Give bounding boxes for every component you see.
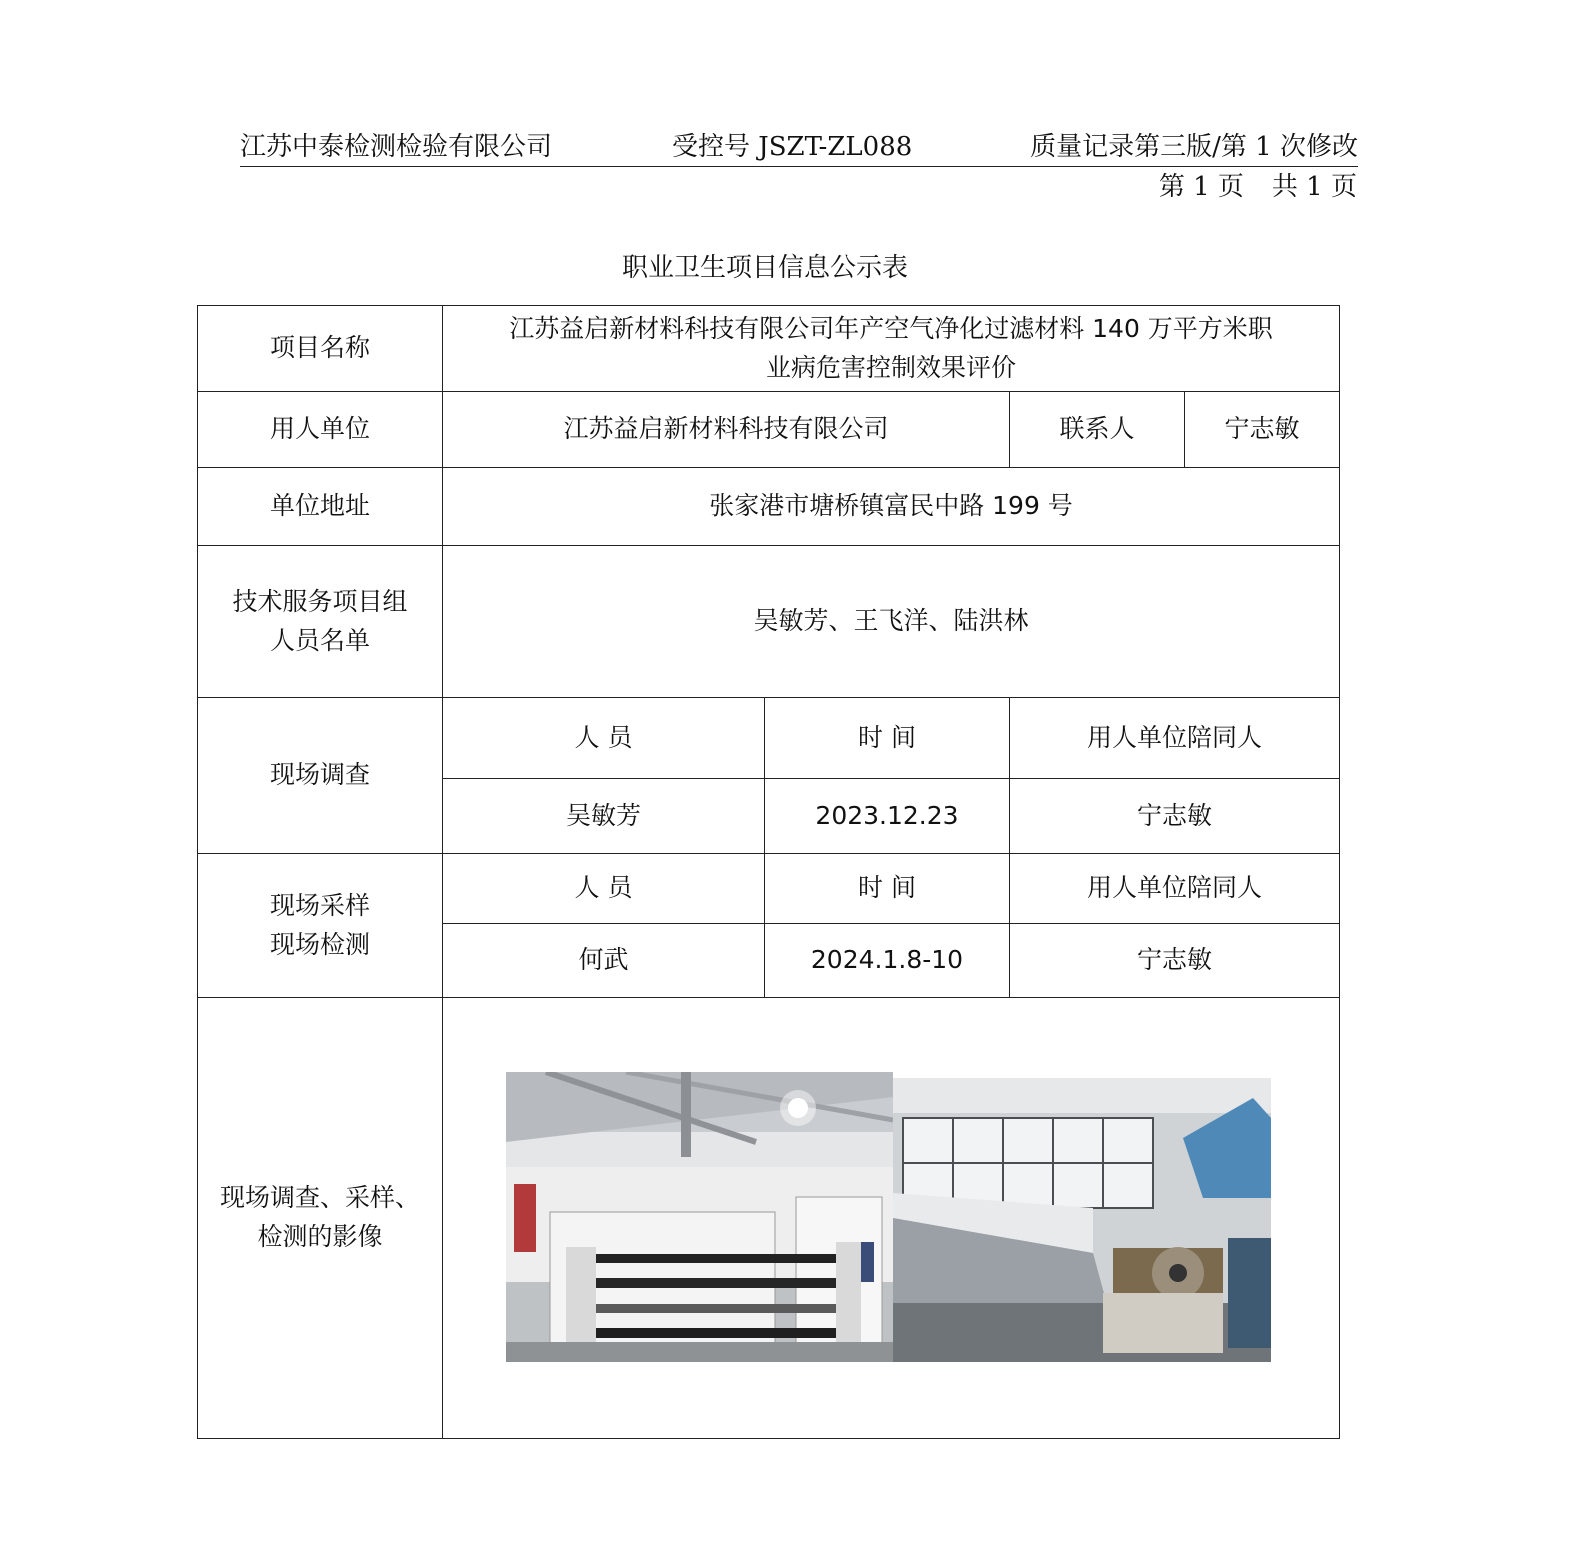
project-name-line1: 江苏益启新材料科技有限公司年产空气净化过滤材料 140 万平方米职 [509,313,1273,343]
images-label [198,998,443,1439]
survey-time: 2023.12.23 [765,779,1010,854]
survey-header-person: 人 员 [443,698,765,779]
row-project-name [198,306,1340,392]
sampling-time: 2024.1.8-10 [765,924,1010,998]
project-name-value [443,306,1340,392]
record-version: 质量记录第三版/第 1 次修改 [1030,132,1358,162]
page-total: 共 1 页 [1271,172,1357,202]
project-name-label: 项目名称 [198,306,443,392]
sampling-label-line1: 现场采样 [269,890,370,920]
survey-header-escort: 用人单位陪同人 [1010,698,1340,779]
team-label [198,546,443,698]
sampling-header-time: 时 间 [765,854,1010,924]
images-label-line1: 现场调查、采样、 [219,1183,420,1213]
team-label-line2: 人员名单 [269,625,370,655]
sampling-header-escort: 用人单位陪同人 [1010,854,1340,924]
sampling-label [198,854,443,998]
row-employer [198,392,1340,468]
team-label-line1: 技术服务项目组 [232,586,408,616]
survey-label: 现场调查 [198,698,443,854]
survey-person: 吴敏芳 [443,779,765,854]
site-photo-slitting-machine [506,1072,893,1362]
contact-value: 宁志敏 [1185,392,1340,468]
survey-header-time: 时 间 [765,698,1010,779]
project-name-line2: 业病危害控制效果评价 [765,352,1016,382]
control-number: 受控号 JSZT-ZL088 [672,132,913,162]
employer-value: 江苏益启新材料科技有限公司 [443,392,1010,468]
sampling-label-line2: 现场检测 [269,929,370,959]
row-sampling-header [198,854,1340,924]
company-name: 江苏中泰检测检验有限公司 [240,132,553,162]
row-team [198,546,1340,698]
sampling-escort: 宁志敏 [1010,924,1340,998]
project-info-table [197,305,1340,1439]
address-label: 单位地址 [198,468,443,546]
images-cell [443,998,1340,1439]
contact-label: 联系人 [1010,392,1185,468]
page-info [1159,166,1357,203]
sampling-header-person: 人 员 [443,854,765,924]
site-photo-production-line [893,1078,1271,1362]
row-survey-header [198,698,1340,779]
team-value: 吴敏芳、王飞洋、陆洪林 [443,546,1340,698]
document-title: 职业卫生项目信息公示表 [621,253,908,283]
employer-label: 用人单位 [198,392,443,468]
page-current: 第 1 页 [1158,172,1244,202]
survey-escort: 宁志敏 [1010,779,1340,854]
address-value: 张家港市塘桥镇富民中路 199 号 [443,468,1340,546]
row-address [198,468,1340,546]
photo-area [443,998,1339,1438]
row-images [198,998,1340,1439]
document-header [240,122,1358,167]
images-label-line2: 检测的影像 [257,1222,383,1251]
sampling-person: 何武 [443,924,765,998]
